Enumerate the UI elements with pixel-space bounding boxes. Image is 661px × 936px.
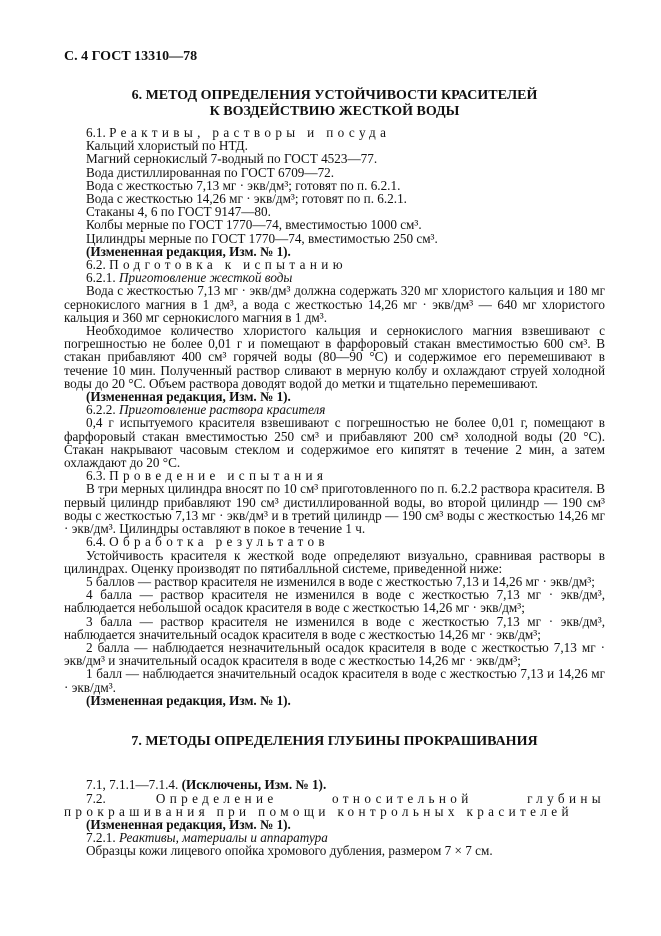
paragraph-dye-solution: 0,4 г испытуемого красителя взвешивают с погрешностью не более 0,01 г, помещают в фарфоровый стакан вместимостью 250 см³ и прибавляют 200 см³ холодной воды (20 °С). Стакан накрывают часовым стеклом и содержимое его кипятят в течение 2 мин, а затем охлаждают до 20 °С. xyxy=(64,415,605,471)
subsection-7-2-number: 7.2. xyxy=(86,790,106,806)
subsection-6-3-title: Проведение испытания xyxy=(109,468,328,484)
excluded-note: (Исключены, Изм. № 1). xyxy=(181,777,327,793)
page-header: С. 4 ГОСТ 13310—78 xyxy=(64,49,198,64)
amended-note: (Измененная редакция, Изм. № 1). xyxy=(86,817,291,833)
subsection-7-2-1-number: 7.2.1. xyxy=(86,830,116,846)
subsection-6-2-2-title: Приготовление раствора красителя xyxy=(118,402,326,418)
subsection-6-4-title: Обработка результатов xyxy=(109,534,329,550)
subsection-6-2-number: 6.2. xyxy=(86,257,106,273)
subsection-7-2-heading xyxy=(64,792,605,818)
subsection-6-2-title: Подготовка к испытанию xyxy=(109,257,347,273)
subsection-6-2-2-number: 6.2.2. xyxy=(86,402,116,418)
rating-line: 1 балл — наблюдается значительный осадок красителя в воде с жесткостью 7,13 и 14,26 мг · экв/дм³. xyxy=(64,666,605,695)
paragraph-hard-water-composition: Вода с жесткостью 7,13 мг · экв/дм³ должна содержать 320 мг хлористого кальция и 180 мг сернокислого магния в 1 дм³, а вода с жесткостью 14,26 мг · экв/дм³ — 640 мг хлористого кальция и 360 мг сернокислого магния в 1 дм³. xyxy=(64,283,605,325)
rating-line: 4 балла — раствор красителя не изменился в воде с жесткостью 7,13 мг · экв/дм³, наблюдается небольшой осадок красителя в воде с жесткостью 14,26 мг · экв/дм³; xyxy=(64,587,605,616)
subsection-6-3-number: 6.3. xyxy=(86,468,106,484)
rating-line: 2 балла — наблюдается незначительный осадок красителя в воде с жесткостью 7,13 мг · экв/дм³ и значительный осадок красителя в воде с жесткостью 14,26 мг · экв/дм³; xyxy=(64,639,605,669)
subsection-7-2-1-title: Реактивы, материалы и аппаратура xyxy=(118,830,328,846)
clause-7-1-numbers: 7.1, 7.1.1—7.1.4. xyxy=(86,777,179,793)
section-7-heading-line: 7. МЕТОДЫ ОПРЕДЕЛЕНИЯ ГЛУБИНЫ ПРОКРАШИВАНИЯ xyxy=(131,733,538,749)
amended-note: (Измененная редакция, Изм. № 1). xyxy=(86,692,291,708)
reagent-line: Вода с жесткостью 7,13 мг · экв/дм³; готовят по п. 6.2.1. xyxy=(86,177,401,193)
reagent-line: Вода дистиллированная по ГОСТ 6709—72. xyxy=(86,164,335,180)
subsection-6-2-1-number: 6.2.1. xyxy=(86,270,116,286)
subsection-7-2-title: Определение относительной глубины прокрашивания при помощи контрольных красителей xyxy=(64,790,605,819)
section-6-heading-line1: 6. МЕТОД ОПРЕДЕЛЕНИЯ УСТОЙЧИВОСТИ КРАСИТЕЛЕЙ xyxy=(131,88,538,103)
subsection-6-1-number: 6.1. xyxy=(86,125,106,140)
section-7-heading xyxy=(64,734,605,750)
amended-note: (Измененная редакция, Изм. № 1). xyxy=(86,243,291,259)
subsection-6-2-1-title: Приготовление жесткой воды xyxy=(118,270,293,286)
rating-line: 5 баллов — раствор красителя не изменился в воде с жесткостью 7,13 и 14,26 мг · экв/дм³; xyxy=(86,573,595,589)
rating-line: 3 балла — раствор красителя не изменился в воде с жесткостью 7,13 мг · экв/дм³, наблюдается значительный осадок красителя в воде с жесткостью 14,26 мг · экв/дм³; xyxy=(64,613,605,642)
reagent-line: Колбы мерные по ГОСТ 1770—74, вместимостью 1000 см³. xyxy=(86,217,422,233)
paragraph-test-procedure: В три мерных цилиндра вносят по 10 см³ приготовленного по п. 6.2.2 раствора красителя. В первый цилиндр прибавляют 190 см³ дистиллированной воды, во второй цилиндр — 190 см³ воды с жесткостью 7,13 мг · экв/дм³ и в третий цилиндр — 190 см³ воды с жесткостью 14,26 мг · экв/дм³. Цилиндры оставляют в покое в течение 1 ч. xyxy=(64,481,605,537)
reagent-line: Вода с жесткостью 14,26 мг · экв/дм³; готовят по п. 6.2.1. xyxy=(86,191,407,207)
reagent-line: Цилиндры мерные по ГОСТ 1770—74, вместимостью 250 см³. xyxy=(86,230,438,246)
reagent-line: Кальций хлористый по НТД. xyxy=(86,138,248,154)
amended-note: (Измененная редакция, Изм. № 1). xyxy=(86,389,291,405)
subsection-6-4-heading xyxy=(64,535,605,548)
subsection-6-4-number: 6.4. xyxy=(86,534,106,550)
paragraph-results-intro: Устойчивость красителя к жесткой воде определяют визуально, сравнивая растворы в цилиндрах. Оценку производят по пятибалльной системе, приведенной ниже: xyxy=(64,547,605,576)
reagent-line: Магний сернокислый 7-водный по ГОСТ 4523—77. xyxy=(86,151,378,167)
section-6-heading-line2: К ВОЗДЕЙСТВИЮ ЖЕСТКОЙ ВОДЫ xyxy=(209,103,460,119)
paragraph-hard-water-preparation: Необходимое количество хлористого кальция и сернокислого магния взвешивают с погрешностью не более 0,01 г и помещают в фарфоровый стакан вместимостью 600 см³. В стакан прибавляют 400 см³ горячей воды (80—90 °С) и содержимое его перемешивают в течение 10 мин. Полученный раствор сливают в мерную колбу и охлаждают струей холодной воды до 20 °С. Объем раствора доводят водой до метки и тщательно перемешивают. xyxy=(64,323,605,391)
paragraph-leather-samples: Образцы кожи лицевого опойка хромового дубления, размером 7 × 7 см. xyxy=(86,843,493,859)
section-6-heading xyxy=(64,88,605,119)
subsection-6-1-title: Реактивы, растворы и посуда xyxy=(109,125,391,140)
reagent-line: Стаканы 4, 6 по ГОСТ 9147—80. xyxy=(86,204,271,220)
